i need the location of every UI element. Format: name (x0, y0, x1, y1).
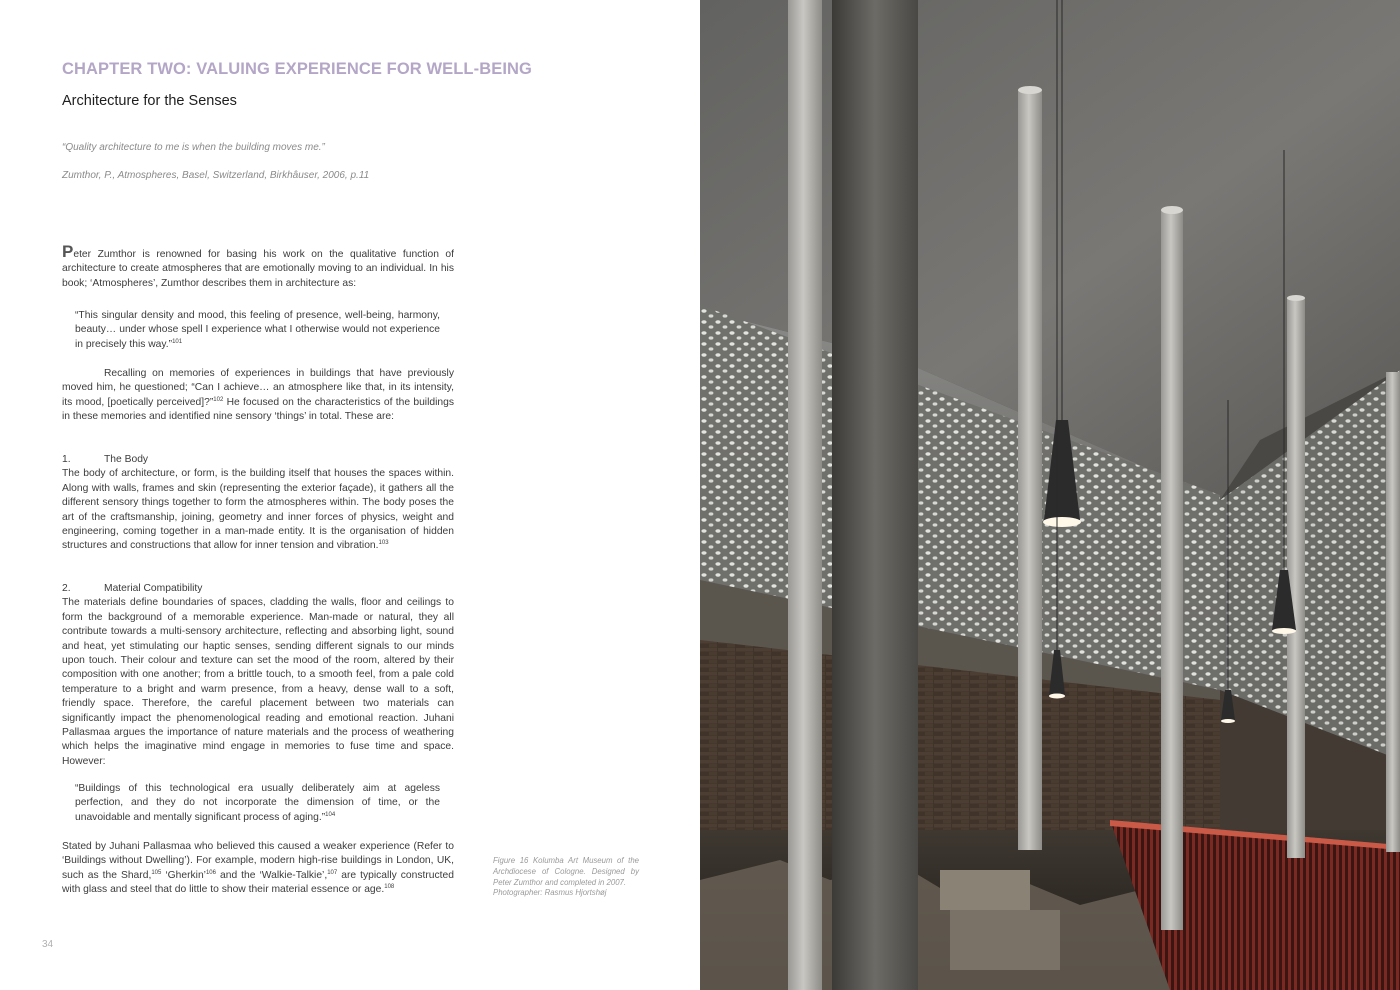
footnote-ref: 106 (205, 869, 216, 876)
drop-cap: P (62, 242, 74, 261)
paragraph-text: Stated by Juhani Pallasmaa who believed this caused a weaker experience (Refer to ‘Buildings without Dwelling’). For example, modern high-rise buildings in London, UK, such as the Shard, (62, 841, 454, 881)
footnote-ref: 108 (384, 884, 395, 891)
caption-photographer: Photographer: Rasmus Hjortshøj (493, 888, 607, 898)
quote-text: “Buildings of this technological era usually deliberately aim at ageless perfection, and they do not incorporate the dimension of time, or the unavoidable and mentally significant process of aging.” (75, 783, 440, 823)
paragraph-stated (62, 840, 454, 898)
footnote-ref: 104 (325, 811, 336, 818)
epigraph-quote: “Quality architecture to me is when the building moves me.” (62, 142, 325, 153)
footnote-ref: 107 (327, 869, 338, 876)
footnote-ref: 102 (213, 396, 224, 403)
page-number: 34 (42, 939, 54, 950)
list-item-heading (62, 582, 454, 596)
caption-text: Figure 16 Kolumba Art Museum of the Archdiocese of Cologne. Designed by Peter Zumthor and completed in 2007. (493, 856, 639, 887)
list-number: 1. (62, 454, 71, 465)
quote-text: “This singular density and mood, this feeling of presence, well-being, harmony, beauty… under whose spell I experience what I otherwise would not experience in precisely this way.” (75, 310, 440, 350)
list-item-body (62, 453, 454, 554)
paragraph-text: He focused on the characteristics of the buildings in these memories and identified nine sensory ‘things’ in total. These are: (62, 396, 455, 423)
list-item-heading (62, 453, 454, 467)
block-quote-pallasmaa (75, 782, 440, 825)
list-text: The materials define boundaries of spaces, cladding the walls, floor and ceilings to form the background of a memorable experience. Man-made or natural, they all contribute towards a multi-sensory architecture, reflecting and absorbing light, sound and heat, yet stimulating our haptic senses, sending different signals to our minds upon touch. Their colour and texture can set the mood of the room, altered by their composition with one another; from a brittle touch, to a smooth feel, from a pale cold temperature to a bright and warm presence, from a heavy, dense wall to a soft, friendly space. Therefore, the careful placement between two materials can significantly impact the phenomenological reading and emotional reaction. Juhani Pallasmaa argues the importance of nature materials and the process of weathering which helps the imaginative mind engage in memories to fuse time and space. However: (62, 597, 454, 767)
paragraph-text: and the ‘Walkie-Talkie’, (215, 869, 328, 881)
list-title: Material Compatibility (104, 583, 203, 594)
list-text: The body of architecture, or form, is the building itself that houses the spaces within. Along with walls, frames and skin (representing the exterior façade), it gathers all the different sensory things together to form the atmospheres within. The body poses the art of the craftsmanship, joining, geometry and inner forces of physics, weight and engineering, coming together in a man-made entity. It is the organisation of hidden structures and constructions that allow for inner tension and vibration. (62, 468, 454, 552)
intro-paragraph (62, 242, 454, 291)
paragraph-text: ‘Gherkin’ (161, 869, 206, 881)
footnote-ref: 105 (151, 869, 162, 876)
section-title: Architecture for the Senses (62, 93, 237, 109)
paragraph-recalling (62, 367, 454, 425)
intro-text: eter Zumthor is renowned for basing his work on the qualitative function of architecture to create atmospheres that are emotionally moving to an individual. In his book; ‘Atmospheres’, Zumthor describes them in architecture as: (62, 249, 454, 289)
paragraph-text: are typically constructed with glass and steel that do little to show their material essence or age. (62, 869, 454, 896)
epigraph-citation: Zumthor, P., Atmospheres, Basel, Switzerland, Birkhâuser, 2006, p.11 (62, 170, 370, 181)
list-title: The Body (104, 454, 149, 465)
list-item-material (62, 582, 454, 769)
block-quote-zumthor (75, 309, 440, 352)
paragraph-text: Recalling on memories of experiences in buildings that have previously moved him, he questioned; “Can I achieve… an atmosphere like that, in its intensity, its mood, [poetically perceived]?” (62, 368, 454, 408)
list-number: 2. (62, 583, 71, 594)
footnote-ref: 101 (172, 338, 183, 345)
footnote-ref: 103 (378, 540, 389, 547)
chapter-title: CHAPTER TWO: VALUING EXPERIENCE FOR WELL-BEING (62, 60, 532, 78)
museum-interior-photo (700, 0, 1400, 990)
figure-caption (493, 856, 639, 899)
